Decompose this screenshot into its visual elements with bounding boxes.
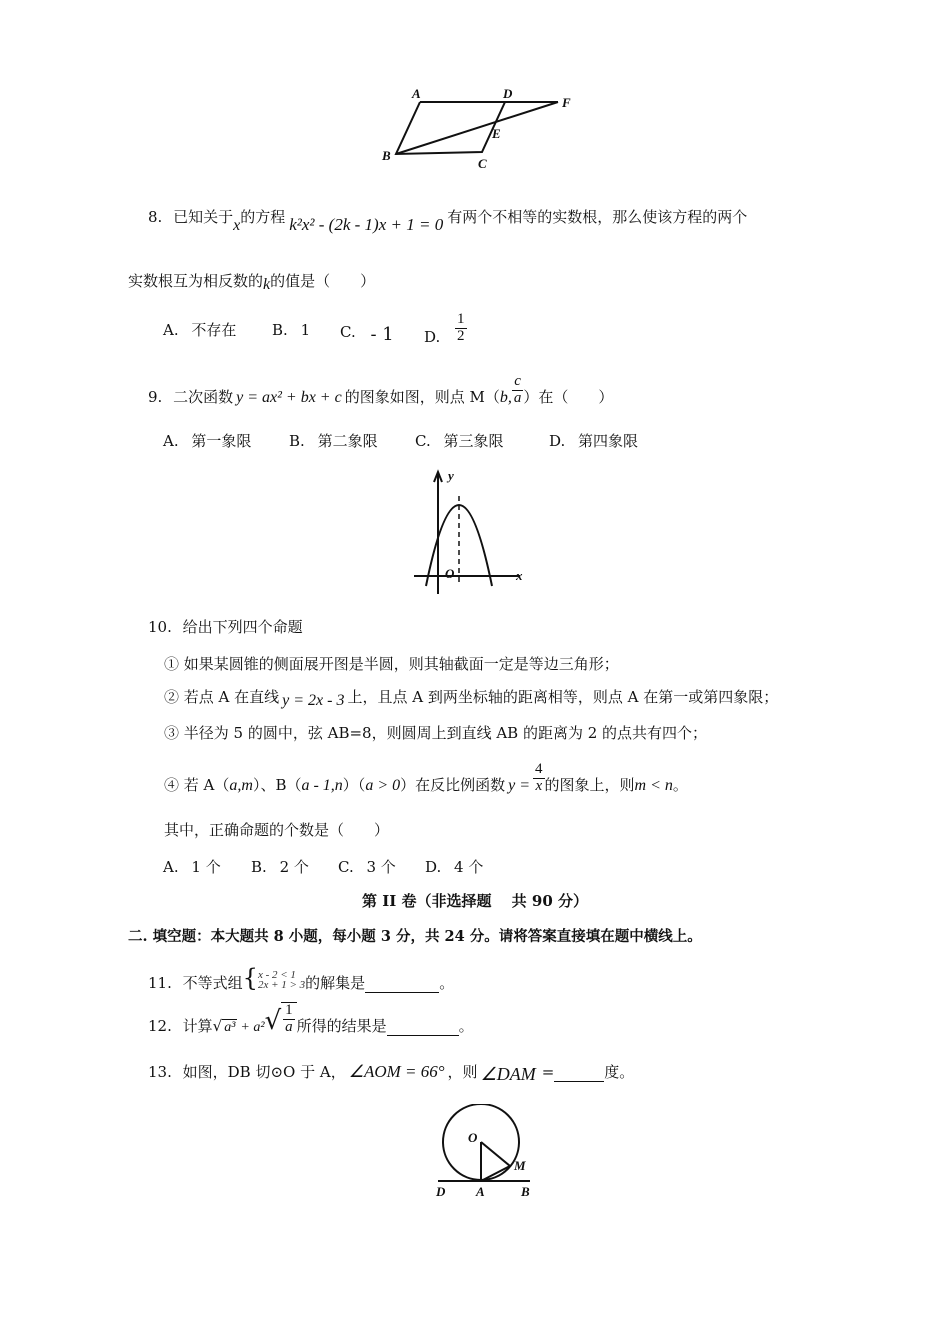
q11-text-c: 。: [439, 974, 455, 992]
option-label: D.: [425, 858, 442, 876]
q10-option-c[interactable]: [338, 858, 396, 876]
q8-option-d[interactable]: [424, 312, 467, 345]
option-label: C.: [338, 858, 354, 876]
q13-text-c: 度。: [604, 1063, 635, 1081]
q8-text-c: 有两个不相等的实数根，那么使该方程的两个: [447, 208, 748, 226]
option-label: B.: [289, 432, 305, 450]
option-value: 第一象限: [191, 432, 252, 450]
label-D: D: [436, 1184, 446, 1199]
q12-answer-blank[interactable]: [387, 1017, 459, 1036]
label-x: x: [516, 568, 523, 583]
q9-text-b: 的图象如图，则点 M（: [344, 388, 500, 407]
section2-title: 第 II 卷（非选择题 共 90 分）: [361, 892, 589, 910]
option-label: B.: [251, 858, 267, 876]
fraction-numerator: 1: [457, 311, 465, 327]
q13-angle-aom: ∠AOM = 66°: [348, 1062, 445, 1081]
fraction-denominator: x: [535, 777, 543, 794]
option-label: D.: [424, 328, 441, 347]
q11-text-b: 的解集是: [305, 974, 366, 992]
q12-number: 12.: [148, 1017, 172, 1035]
option-value: 2 个: [279, 858, 309, 876]
label-A: A: [476, 1184, 485, 1199]
q11-text-a: 不等式组: [182, 974, 243, 992]
option-value: 1 个: [191, 858, 221, 876]
fraction-numerator: 1: [285, 1002, 293, 1019]
q9-option-b[interactable]: [289, 432, 378, 450]
option-label: A.: [163, 858, 179, 876]
label-B: B: [521, 1184, 530, 1199]
section2-heading: 二. 填空题：本大题共 8 小题，每小题 3 分，共 24 分。请将答案直接填在题中横线上。: [128, 928, 702, 945]
label-y: y: [448, 468, 454, 483]
q12-line: [148, 1000, 474, 1036]
q12-text-c: 。: [458, 1017, 474, 1035]
q8-line2: [128, 272, 375, 291]
option-label: A.: [163, 432, 179, 450]
q9-fraction: [512, 374, 524, 407]
option-fraction: [455, 312, 467, 345]
q10-question: 其中，正确命题的个数是（ ）: [164, 821, 390, 839]
q11-line: [148, 962, 454, 991]
prop2-text-a: ② 若点 A 在直线: [164, 688, 280, 706]
q10-prop2: [164, 688, 778, 707]
q9-equation: y = ax² + bx + c: [236, 389, 342, 407]
q11-brace: {: [242, 964, 258, 992]
label-O: O: [445, 566, 455, 581]
prop4-point-a: a,m: [229, 777, 253, 795]
q13-angle-dam: ∠DAM: [480, 1064, 536, 1084]
q13-line: [148, 1061, 634, 1083]
q10-option-a[interactable]: [163, 858, 221, 876]
q8-option-b[interactable]: [272, 321, 310, 339]
q12-sqrt2-sign: √: [264, 1006, 282, 1036]
q12-text-a: 计算: [182, 1017, 213, 1035]
option-label: B.: [272, 321, 288, 339]
q10-intro: [148, 618, 303, 636]
q9-text-c: ）在（ ）: [523, 388, 614, 407]
prop4-text-e: 的图象上，则: [544, 776, 635, 795]
parallelogram-figure: [370, 82, 590, 172]
q8-line1: [148, 207, 748, 234]
label-A: A: [412, 86, 421, 101]
option-value: 1: [300, 321, 311, 339]
q8-equation: k²x² - (2k - 1)x + 1 = 0: [289, 215, 444, 234]
prop4-text-b: ）、B（: [252, 776, 302, 795]
label-C: C: [478, 156, 487, 171]
fraction-denominator: a: [285, 1019, 293, 1035]
q13-equals: =: [541, 1063, 555, 1081]
option-value: 3 个: [366, 858, 396, 876]
q12-fraction: [281, 1002, 297, 1036]
q11-number: 11.: [148, 974, 172, 992]
q12-text-b: 所得的结果是: [296, 1017, 387, 1035]
q9-point-b: b,: [499, 389, 512, 407]
label-B: B: [382, 148, 391, 163]
fraction-denominator: a: [513, 389, 522, 406]
q9-option-a[interactable]: [163, 432, 251, 450]
q10-prop3: ③ 半径为 5 的圆中，弦 AB=8，则圆周上到直线 AB 的距离为 2 的点共有四个；: [164, 724, 708, 742]
q8-text-a: 已知关于: [173, 208, 234, 226]
label-F: F: [562, 95, 571, 110]
q13-number: 13.: [148, 1063, 172, 1081]
q12-sqrt-sign: √: [212, 1017, 223, 1035]
option-value: - 1: [370, 324, 394, 345]
q12-sqrt-content: a³: [224, 1020, 236, 1035]
option-label: C.: [415, 432, 431, 450]
q8-number: 8.: [148, 208, 163, 226]
option-label: D.: [549, 432, 566, 450]
fraction-numerator: c: [512, 374, 524, 391]
q13-text-a: 如图，DB 切⊙O 于 A，: [182, 1063, 346, 1081]
q10-number: 10.: [148, 618, 172, 636]
q10-option-d[interactable]: [425, 858, 483, 876]
parabola-figure: [408, 466, 538, 598]
q9-line: [148, 374, 613, 407]
prop2-equation: y = 2x - 3: [282, 692, 345, 709]
q8-var: x: [233, 217, 241, 234]
prop4-fraction: [533, 762, 545, 795]
circle-tangent-figure: [428, 1104, 540, 1200]
q11-answer-blank[interactable]: [365, 974, 439, 993]
label-O: O: [468, 1130, 478, 1145]
fraction-denominator: 2: [457, 327, 465, 344]
q12-term: + a²: [240, 1020, 265, 1035]
q8-line2-var: k: [263, 276, 271, 293]
q13-text-b: ，则: [447, 1063, 478, 1081]
prop4-condition: a > 0: [365, 777, 401, 795]
q10-prop4: [164, 762, 688, 795]
prop4-y: y =: [508, 777, 531, 795]
option-value: 4 个: [454, 858, 484, 876]
option-value: 不存在: [191, 321, 237, 339]
prop4-text-c: ）（: [342, 776, 366, 795]
q9-text-a: 二次函数: [173, 388, 234, 407]
prop2-text-b: 上，且点 A 到两坐标轴的距离相等，则点 A 在第一或第四象限；: [347, 688, 779, 706]
q13-answer-blank[interactable]: [554, 1063, 604, 1082]
fraction-numerator: 4: [535, 761, 543, 777]
option-value: 第三象限: [443, 432, 504, 450]
label-M: M: [514, 1158, 526, 1173]
prop4-text-a: ④ 若 A（: [164, 776, 230, 795]
q8-option-c[interactable]: [340, 321, 394, 343]
option-value: 第四象限: [578, 432, 639, 450]
q8-line2-a: 实数根互为相反数的: [128, 272, 264, 290]
q10-option-b[interactable]: [251, 858, 309, 876]
option-label: A.: [163, 321, 179, 339]
q8-text-b: 的方程: [240, 208, 286, 226]
q9-number: 9.: [148, 388, 163, 407]
q8-line2-b: 的值是（ ）: [270, 272, 376, 290]
system-row-1: x - 2 < 1: [257, 969, 296, 981]
option-label: C.: [340, 323, 356, 341]
q10-intro-text: 给出下列四个命题: [182, 618, 303, 636]
prop4-text-f: 。: [672, 776, 688, 795]
q9-option-d[interactable]: [549, 432, 638, 450]
label-E: E: [492, 126, 501, 141]
label-D: D: [503, 86, 513, 101]
q8-option-a[interactable]: [163, 321, 236, 339]
q9-option-c[interactable]: [415, 432, 504, 450]
prop4-inequality: m < n: [634, 777, 673, 795]
q10-prop1: ① 如果某圆锥的侧面展开图是半圆，则其轴截面一定是等边三角形；: [164, 655, 619, 673]
option-value: 第二象限: [317, 432, 378, 450]
prop4-point-b: a - 1,n: [301, 777, 343, 795]
system-row-2: 2x + 1 > 3: [257, 979, 306, 991]
prop4-text-d: ）在反比例函数: [400, 776, 506, 795]
q11-system: [258, 970, 305, 990]
